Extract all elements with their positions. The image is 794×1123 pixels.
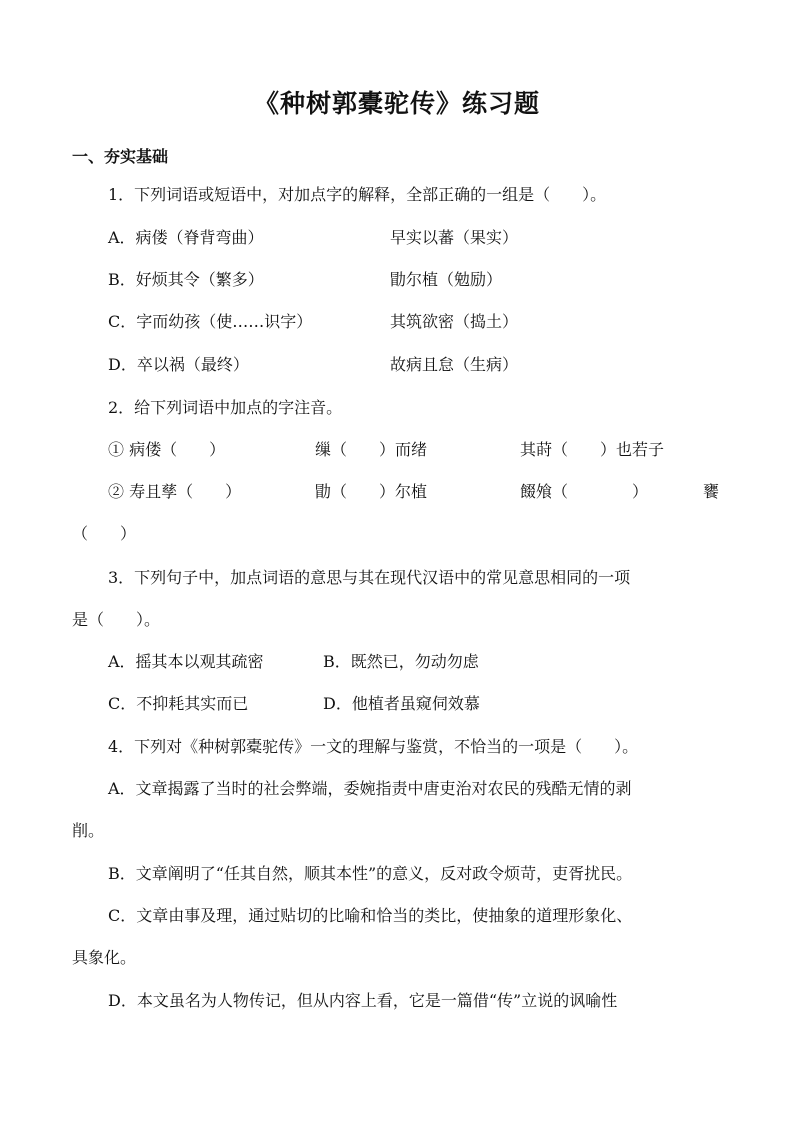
question-1-stem: 1．下列词语或短语中，对加点字的解释，全部正确的一组是（ ）。 [108,185,607,204]
q2-item-7: 饔 [703,482,720,501]
question-4-stem: 4．下列对《种树郭橐驼传》一文的理解与鉴赏，不恰当的一项是（ ）。 [108,737,639,756]
q3-option-d: D．他植者虽窥伺效慕 [323,694,480,713]
q2-item-7-blank: （ ） [72,524,137,543]
question-2-stem: 2．给下列词语中加点的字注音。 [108,398,343,417]
q1-option-d: D．卒以祸（最终） [108,355,249,374]
q1-option-c: C．字而幼孩（使……识字） [108,312,313,331]
section-heading: 一、夯实基础 [72,147,169,166]
question-3-stem-cont: 是（ ）。 [72,610,161,629]
q4-option-c: C．文章由事及理，通过贴切的比喻和恰当的类比，使抽象的道理形象化、 [108,906,633,925]
q3-option-a: A．摇其本以观其疏密 [108,652,264,671]
q2-item-3: 其莳（ ）也若子 [520,440,665,459]
q4-option-b: B．文章阐明了“任其自然，顺其本性”的意义，反对政令烦苛，吏胥扰民。 [108,864,633,883]
question-3-stem: 3．下列句子中，加点词语的意思与其在现代汉语中的常见意思相同的一项 [108,568,631,587]
q2-item-2: 缫（ ）而绪 [315,440,428,459]
q2-item-1: ① 病偻（ ） [108,440,226,459]
q4-option-a-cont: 削。 [72,821,105,840]
q2-item-6: 餟飧（ ） [520,482,649,501]
q1-option-a-second: 早实以蕃（果实） [390,228,519,247]
q4-option-a: A．文章揭露了当时的社会弊端，委婉指责中唐吏治对农民的残酷无情的剥 [108,779,632,798]
q4-option-d: D．本文虽名为人物传记，但从内容上看，它是一篇借“传”立说的讽喻性 [108,991,618,1010]
q3-option-b: B．既然已，勿动勿虑 [323,652,479,671]
q1-option-d-second: 故病且怠（生病） [390,355,519,374]
q2-item-4: ② 寿且孳（ ） [108,482,242,501]
q1-option-b: B．好烦其令（繁多） [108,270,264,289]
q1-option-b-second: 勖尔植（勉励） [390,270,503,289]
q4-option-c-cont: 具象化。 [72,948,137,967]
page-title: 《种树郭橐驼传》练习题 [253,89,540,118]
q1-option-c-second: 其筑欲密（捣土） [390,312,519,331]
q2-item-5: 勖（ ）尔植 [315,482,428,501]
q1-option-a: A．病偻（脊背弯曲） [108,228,264,247]
q3-option-c: C．不抑耗其实而已 [108,694,249,713]
